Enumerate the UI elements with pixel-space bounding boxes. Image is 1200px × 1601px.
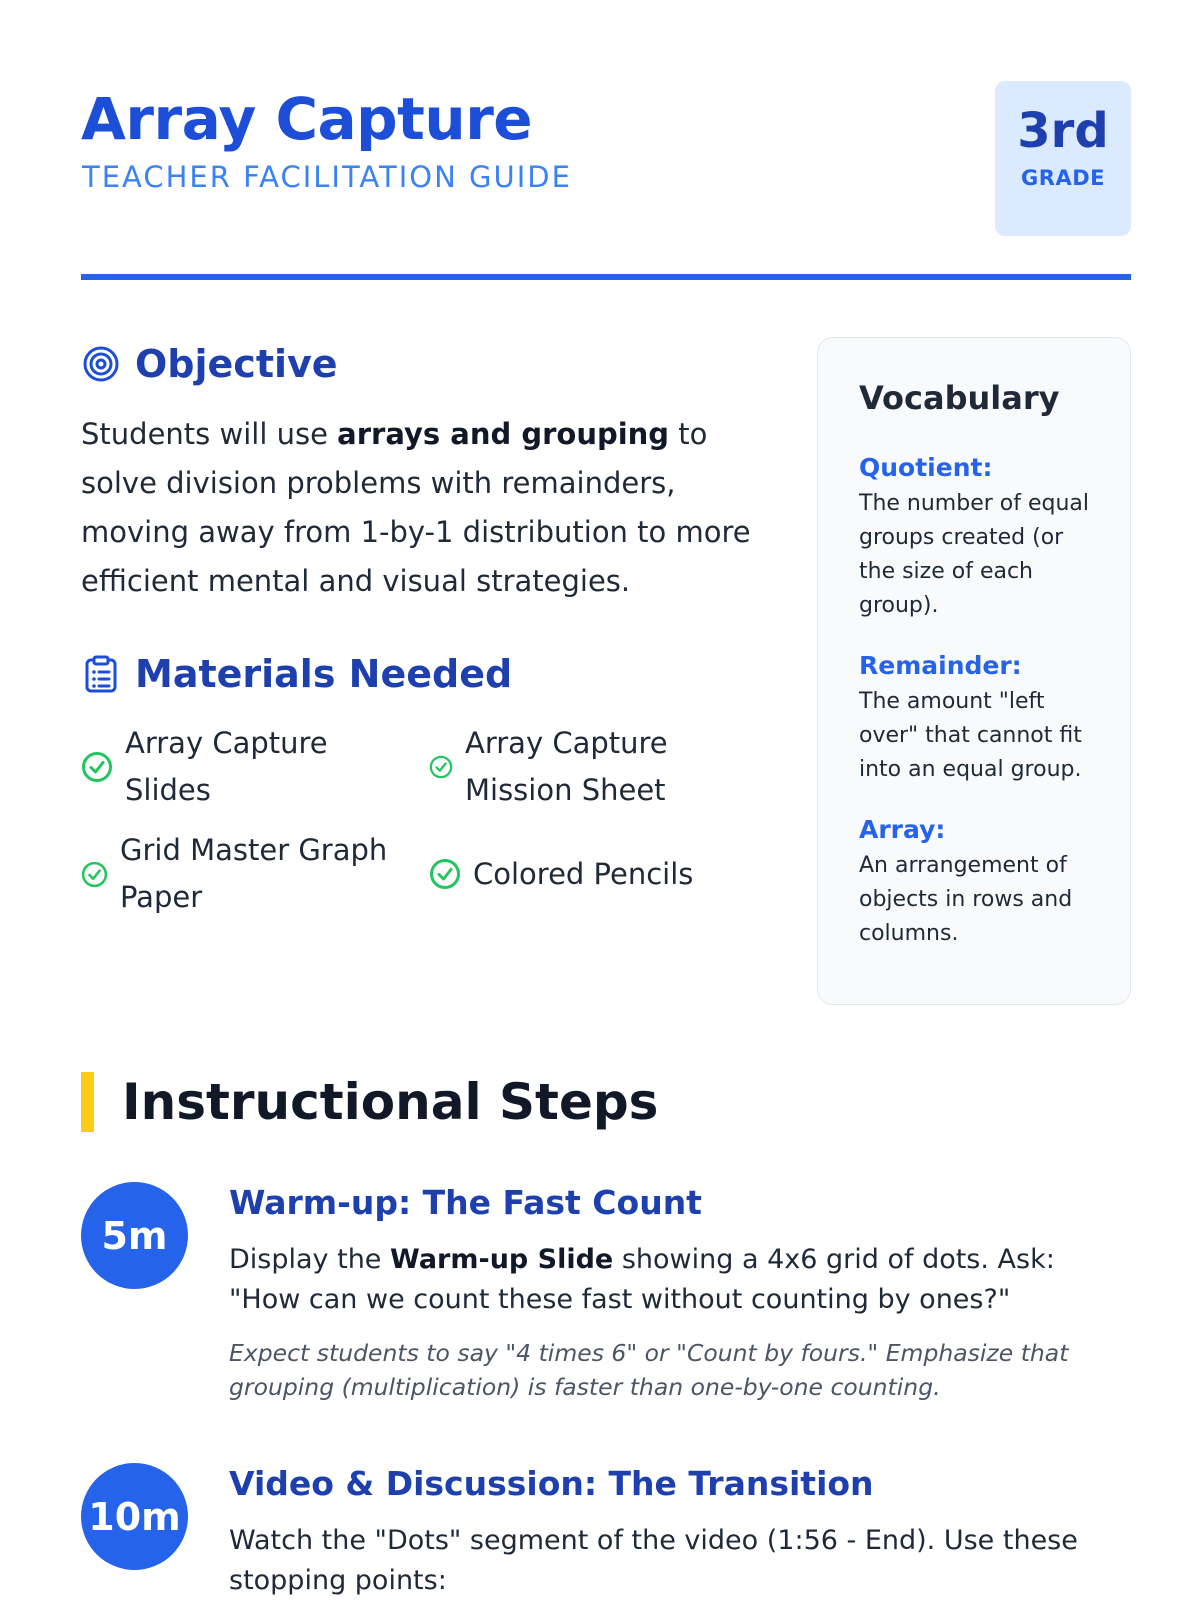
vocab-definition: The number of equal groups created (or the size of each group). bbox=[859, 491, 1090, 618]
page-subtitle: TEACHER FACILITATION GUIDE bbox=[82, 160, 572, 194]
page-title: Array Capture bbox=[81, 85, 533, 153]
step-text-start: Display the bbox=[229, 1244, 390, 1275]
material-label: Array Capture Slides bbox=[125, 726, 328, 807]
vocab-term: Remainder: bbox=[859, 651, 1022, 680]
step-title: Video & Discussion: The Transition bbox=[229, 1464, 874, 1503]
material-label: Grid Master Graph Paper bbox=[120, 833, 388, 914]
step-text-bold: Warm-up Slide bbox=[390, 1244, 614, 1275]
objective-text-start: Students will use bbox=[81, 417, 338, 451]
steps-heading bbox=[81, 1072, 658, 1132]
vocab-definition: An arrangement of objects in rows and columns. bbox=[859, 853, 1073, 946]
guide-page bbox=[81, 0, 1131, 1600]
vocabulary-title: Vocabulary bbox=[859, 379, 1060, 417]
header-divider bbox=[81, 274, 1131, 280]
objective-title: Objective bbox=[135, 342, 338, 386]
objective-heading bbox=[81, 341, 338, 387]
steps-title: Instructional Steps bbox=[122, 1073, 659, 1131]
check-circle-icon bbox=[81, 861, 108, 888]
clipboard-icon bbox=[81, 654, 121, 694]
objective-text bbox=[81, 410, 761, 606]
check-circle-icon bbox=[429, 755, 453, 779]
material-item bbox=[429, 720, 749, 814]
step-time-badge: 5m bbox=[81, 1182, 188, 1289]
material-item bbox=[81, 720, 381, 814]
step-text-end: showing a 4x6 grid of dots. Ask: "How can we count these fast without counting by ones?" bbox=[229, 1244, 1055, 1315]
material-item bbox=[429, 827, 759, 921]
target-icon bbox=[81, 344, 121, 384]
page-header bbox=[81, 84, 1131, 244]
grade-badge bbox=[995, 81, 1131, 236]
step-body bbox=[229, 1182, 1131, 1404]
material-item bbox=[81, 827, 411, 921]
step-time-badge: 10m bbox=[81, 1463, 188, 1570]
step-body bbox=[229, 1463, 1131, 1601]
materials-heading bbox=[81, 651, 512, 697]
grade-label: GRADE bbox=[1021, 166, 1105, 190]
material-label: Array Capture Mission Sheet bbox=[465, 726, 668, 807]
grade-value: 3rd bbox=[1017, 103, 1109, 159]
vocab-term: Array: bbox=[859, 815, 946, 844]
material-label: Colored Pencils bbox=[473, 856, 694, 891]
step-title: Warm-up: The Fast Count bbox=[229, 1183, 702, 1222]
step-text: Watch the "Dots" segment of the video (1:56 - End). Use these stopping points: bbox=[229, 1525, 1078, 1596]
vocabulary-card bbox=[817, 337, 1131, 1005]
heading-accent-bar bbox=[81, 1072, 94, 1132]
check-circle-icon bbox=[429, 858, 461, 890]
objective-text-end: to solve division problems with remainders, moving away from 1-by-1 distribution to more efficient mental and visual strategies. bbox=[81, 417, 751, 598]
vocab-term: Quotient: bbox=[859, 453, 993, 482]
materials-title: Materials Needed bbox=[135, 652, 513, 696]
step-text bbox=[229, 1240, 1131, 1320]
vocab-definition: The amount "left over" that cannot fit into an equal group. bbox=[859, 689, 1082, 782]
check-circle-icon bbox=[81, 751, 113, 783]
objective-text-bold: arrays and grouping bbox=[337, 417, 670, 451]
step-note: Expect students to say "4 times 6" or "Count by fours." Emphasize that grouping (multiplication) is faster than one-by-one counting. bbox=[229, 1339, 1069, 1401]
